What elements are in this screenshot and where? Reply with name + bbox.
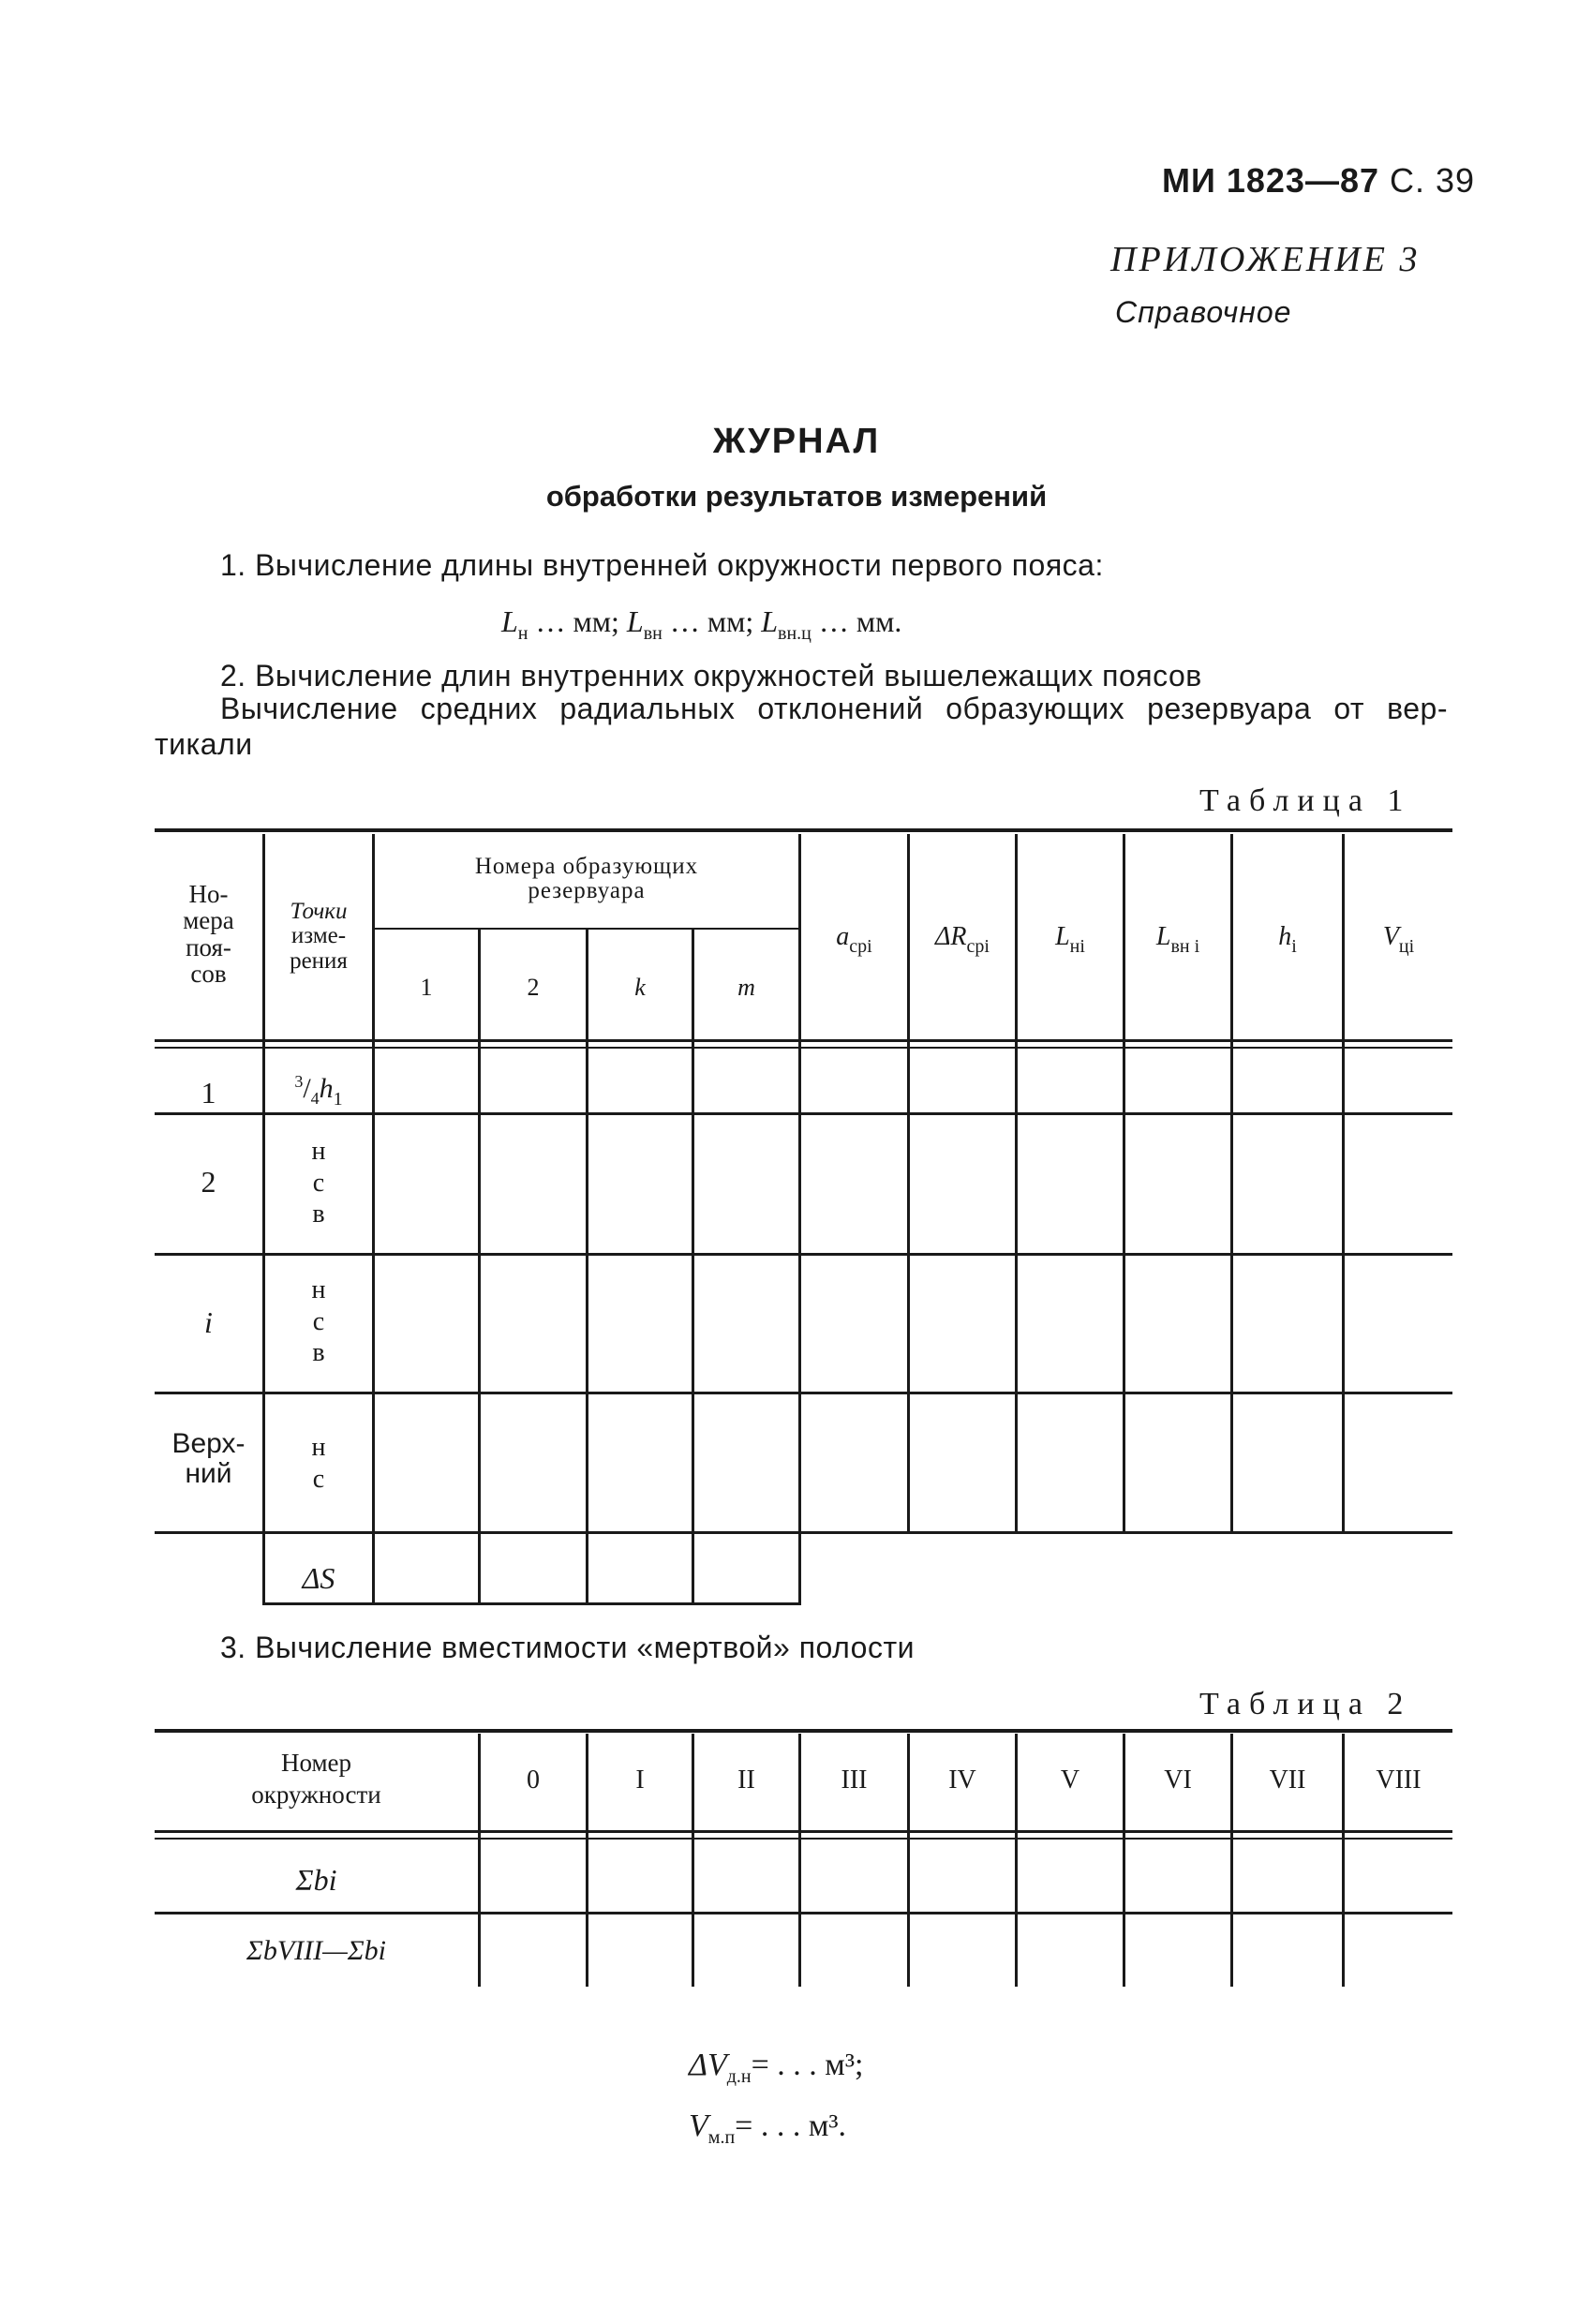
pt-top-s: с <box>312 1464 325 1494</box>
table2-caption: Таблица 2 <box>1199 1687 1412 1721</box>
footer-delta-s: ΔS <box>302 1561 335 1595</box>
th-gen-1: 1 <box>420 974 433 1001</box>
doc-number: МИ 1823—87 <box>1162 161 1379 200</box>
table1-vline-3 <box>478 930 481 1604</box>
t2-col-III: III <box>841 1765 868 1795</box>
points-row-2 <box>265 1136 372 1230</box>
table1-header-rule-a <box>155 1039 1452 1042</box>
table1-caption: Таблица 1 <box>1199 783 1412 818</box>
th-dR-sym: ΔR <box>935 922 967 951</box>
appendix-subtitle: Справочное <box>1115 295 1292 329</box>
table1-row-rule-2 <box>155 1253 1452 1256</box>
formula-Vmp-sym: V <box>689 2108 708 2143</box>
th-belt-l2: мера <box>183 906 234 935</box>
th-generatrix-group <box>375 855 798 904</box>
points-row-top <box>265 1432 372 1495</box>
th-belt-l1: Но- <box>188 880 229 908</box>
formula-dV-rest: = . . . м³; <box>751 2048 864 2082</box>
th-dR-cp <box>910 923 1015 957</box>
th-L-vni <box>1125 923 1230 957</box>
formula-t2: … мм; <box>662 604 762 638</box>
table1-row-rule-1 <box>155 1112 1452 1115</box>
journal-subtitle: обработки результатов измерений <box>545 480 1048 513</box>
th-points-l3: рения <box>290 947 348 974</box>
th-h-sub: i <box>1291 936 1297 957</box>
th-gen-2: 2 <box>527 974 540 1001</box>
t2-col-IV: IV <box>948 1765 976 1795</box>
table2-row-rule <box>155 1912 1452 1914</box>
section3-heading: 3. Вычисление вместимости «мертвой» полости <box>220 1631 915 1664</box>
th-L-ni-sym: L <box>1055 922 1070 951</box>
table2-top-rule <box>155 1729 1452 1733</box>
pt-2-n: н <box>311 1137 326 1166</box>
belt-top-l2: ний <box>185 1457 232 1489</box>
formula-Vmp-sub: м.п <box>707 2127 736 2148</box>
formula-l3: L <box>761 604 779 638</box>
formula-s3: вн.ц <box>778 623 811 644</box>
table1-row-rule-4 <box>155 1531 1452 1534</box>
th-h-sym: h <box>1278 922 1292 951</box>
t2-header-label <box>155 1748 478 1811</box>
table1-vline-2 <box>372 834 375 1604</box>
th-L-vni-sym: L <box>1155 922 1171 951</box>
th-a-cp <box>801 923 907 957</box>
table1-bottom-rule <box>262 1602 801 1605</box>
table1-top-rule <box>155 828 1452 832</box>
pt-i-s: с <box>312 1306 325 1336</box>
th-V-sub: цi <box>1398 936 1415 957</box>
t2-col-VII: VII <box>1269 1765 1306 1795</box>
formula-l2: L <box>626 604 644 638</box>
doc-header <box>1162 161 1475 201</box>
t2-row-sum-bi: Σbi <box>295 1863 337 1897</box>
formula-s2: вн <box>643 623 663 644</box>
th-points <box>265 900 372 974</box>
th-L-vni-sub: вн i <box>1170 936 1200 957</box>
th-V-sym: V <box>1382 922 1399 951</box>
t2-row-diff: ΣbVIII—Σbi <box>246 1935 386 1966</box>
formula-s1: н <box>517 623 529 644</box>
th-gen-m: m <box>737 974 755 1001</box>
table1-vline-4 <box>586 930 588 1604</box>
t2-col-V: V <box>1060 1765 1080 1795</box>
th-dR-sub: срi <box>966 936 990 957</box>
page-number: С. 39 <box>1390 161 1476 200</box>
table1-vline-5 <box>692 930 694 1604</box>
formula-dV-sub: д.н <box>726 2066 752 2087</box>
formula-t3: … мм. <box>811 604 902 638</box>
belt-top-l1: Верх- <box>171 1428 246 1459</box>
belt-2: 2 <box>201 1165 216 1199</box>
th-h <box>1233 923 1342 957</box>
pt-i-n: н <box>311 1275 326 1304</box>
formula-dV <box>689 2048 863 2088</box>
t2-header-label-l1: Номер <box>280 1749 352 1777</box>
table1-header-rule-b <box>155 1047 1452 1049</box>
th-points-l1: Точки <box>290 899 348 924</box>
point-3-4-h1: $^3/_4h_1$ <box>294 1072 343 1110</box>
formula-dV-sym: ΔV <box>689 2048 727 2082</box>
table1-row-rule-3 <box>155 1392 1452 1394</box>
belt-1: 1 <box>201 1076 216 1110</box>
journal-title: ЖУРНАЛ <box>712 422 881 461</box>
t2-col-II: II <box>737 1765 755 1795</box>
formula-l1: L <box>501 604 518 638</box>
formula-t1: … мм; <box>528 604 627 638</box>
belt-i: i <box>204 1305 213 1339</box>
pt-2-v: в <box>312 1199 325 1229</box>
table2-header-rule-a <box>155 1830 1452 1833</box>
th-L-ni-sub: нi <box>1069 936 1085 957</box>
t2-col-VIII: VIII <box>1376 1765 1422 1795</box>
th-belt <box>155 881 262 987</box>
th-generatrix-group-l1: Номера образующих <box>474 854 699 879</box>
formula-Vmp <box>689 2108 846 2149</box>
th-L-ni <box>1018 923 1123 957</box>
table2-header-rule-b <box>155 1838 1452 1840</box>
th-belt-l4: сов <box>190 960 227 989</box>
th-a-sub: срi <box>849 936 872 957</box>
pt-i-v: в <box>312 1338 325 1368</box>
t2-col-I: I <box>635 1765 645 1795</box>
t2-header-label-l2: окружности <box>251 1780 381 1809</box>
section1-formula <box>501 604 901 645</box>
section2-line3: тикали <box>155 727 253 761</box>
th-belt-l3: поя- <box>186 932 231 961</box>
pt-2-s: с <box>312 1168 325 1198</box>
t2-col-VI: VI <box>1164 1765 1192 1795</box>
section2-line1: 2. Вычисление длин внутренних окружностей вышележащих поясов <box>220 659 1202 693</box>
th-points-l2: изме- <box>290 923 347 949</box>
section1-heading: 1. Вычисление длины внутренней окружности первого пояса: <box>220 548 1104 582</box>
th-gen-k: k <box>634 974 646 1001</box>
section2-line2: Вычисление средних радиальных отклонений образующих резервуара от вер- <box>220 692 1448 725</box>
pt-top-n: н <box>311 1433 326 1462</box>
formula-Vmp-rest: = . . . м³. <box>735 2108 847 2143</box>
th-generatrix-group-l2: резервуара <box>528 878 646 904</box>
th-V <box>1345 923 1452 957</box>
t2-col-0: 0 <box>527 1765 540 1795</box>
th-a-sym: a <box>836 922 850 951</box>
belt-top <box>155 1429 262 1488</box>
appendix-title: ПРИЛОЖЕНИЕ 3 <box>1110 240 1421 279</box>
points-row-i <box>265 1274 372 1369</box>
